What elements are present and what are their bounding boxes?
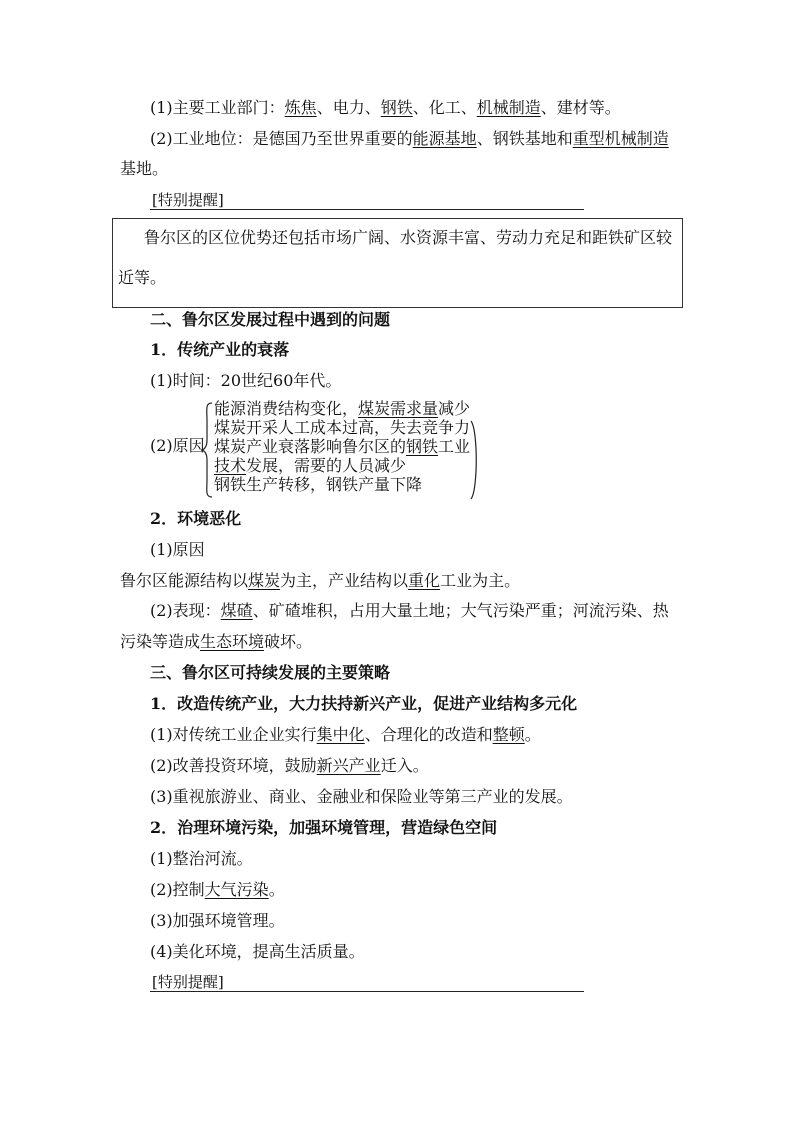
special-notice-tag: [特别提醒] — [152, 191, 224, 209]
section-2-heading: 二、鲁尔区发展过程中遇到的问题 — [150, 310, 391, 329]
special-notice-tag-2: [特别提醒] — [152, 973, 224, 991]
pollution-item: (1)整治河流。 — [150, 849, 253, 868]
pollution-item: (3)加强环境管理。 — [150, 911, 285, 930]
cause-item: 能源消费结构变化，煤炭需求量减少 — [214, 399, 471, 418]
cause-item: 钢铁生产转移，钢铁产量下降 — [214, 475, 423, 494]
env-manifestation: (2)表现：煤碴、矿碴堆积，占用大量土地；大气污染严重；河流污染、热 — [150, 601, 669, 620]
notice-rule — [150, 209, 584, 210]
left-brace-icon — [200, 402, 214, 498]
decline-time: (1)时间：20世纪60年代。 — [150, 371, 342, 390]
industry-status: (2)工业地位：是德国乃至世界重要的能源基地、钢铁基地和重型机械制造 — [150, 129, 669, 148]
env-manifestation-cont: 污染等造成生态环境破坏。 — [120, 632, 313, 651]
strategy-item: (1)对传统工业企业实行集中化、合理化的改造和整顿。 — [150, 725, 541, 744]
notice-text-line1: 鲁尔区的区位优势还包括市场广阔、水资源丰富、劳动力充足和距铁矿区较 — [144, 228, 673, 247]
cause-label: (2)原因 — [150, 436, 205, 455]
strategy-item: (3)重视旅游业、商业、金融业和保险业等第三产业的发展。 — [150, 787, 573, 806]
subsection-transform: 1．改造传统产业，大力扶持新兴产业，促进产业结构多元化 — [150, 694, 578, 713]
industry-status-cont: 基地。 — [120, 159, 169, 178]
right-bracket-icon — [470, 420, 480, 500]
section-3-heading: 三、鲁尔区可持续发展的主要策略 — [150, 663, 391, 682]
subsection-pollution: 2．治理环境污染，加强环境管理，营造绿色空间 — [150, 818, 498, 837]
env-cause-label: (1)原因 — [150, 540, 205, 559]
env-cause-text: 鲁尔区能源结构以煤炭为主，产业结构以重化工业为主。 — [120, 571, 521, 590]
notice-text-line2: 近等。 — [118, 268, 167, 287]
industry-sectors: (1)主要工业部门：炼焦、电力、钢铁、化工、机械制造、建材等。 — [150, 98, 621, 117]
notice-rule-2 — [150, 991, 584, 992]
cause-item: 技术发展，需要的人员减少 — [214, 456, 407, 475]
strategy-item: (2)改善投资环境，鼓励新兴产业迁入。 — [150, 756, 429, 775]
cause-item: 煤炭产业衰落影响鲁尔区的钢铁工业 — [214, 437, 471, 456]
pollution-item: (2)控制大气污染。 — [150, 880, 285, 899]
cause-item: 煤炭开采人工成本过高，失去竞争力 — [214, 418, 471, 437]
pollution-item: (4)美化环境，提高生活质量。 — [150, 942, 365, 961]
subsection-decline: 1．传统产业的衰落 — [150, 340, 290, 359]
subsection-environment: 2．环境恶化 — [150, 509, 242, 528]
